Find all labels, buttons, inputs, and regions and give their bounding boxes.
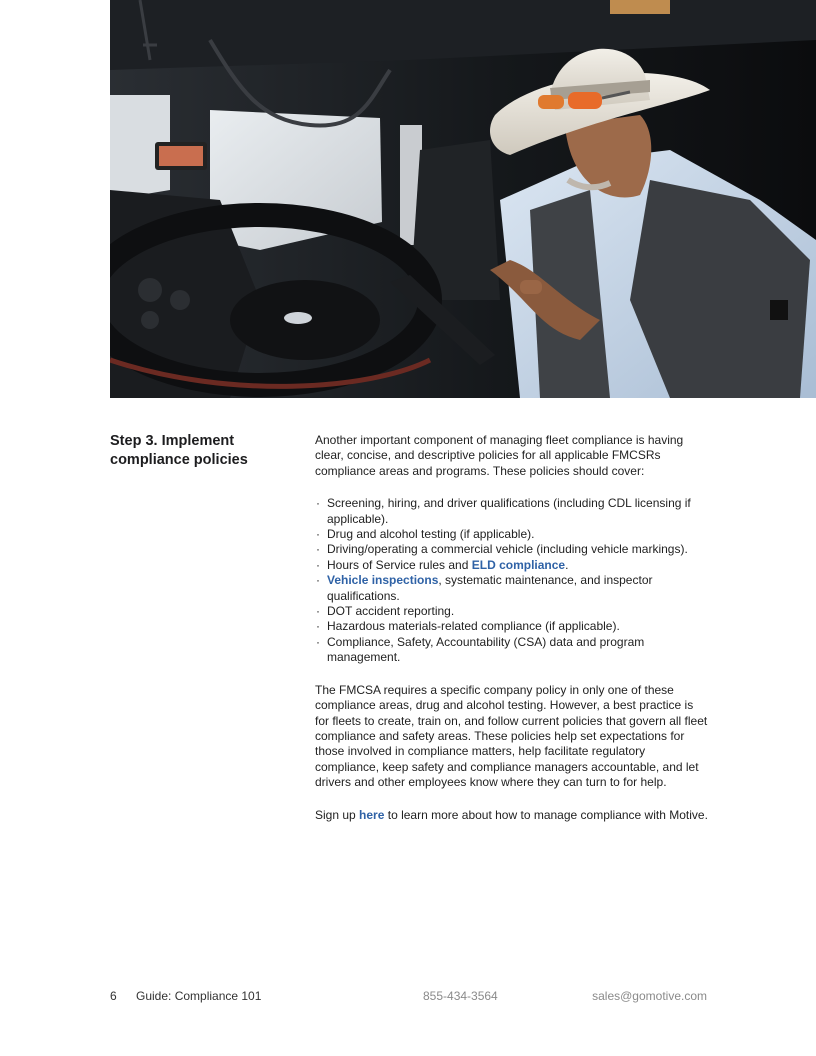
list-item: · Hours of Service rules and ELD compliance. (315, 558, 710, 573)
eld-compliance-link[interactable]: ELD compliance (471, 557, 566, 572)
list-item: · Compliance, Safety, Accountability (CSA) data and program management. (315, 635, 710, 666)
section-heading: Step 3. Implement compliance policies (110, 433, 248, 468)
intro-paragraph: Another important component of managing fleet compliance is having clear, concise, and descriptive policies for all applicable FMCSRs compliance areas and programs. These policies should cover: (315, 433, 684, 478)
policy-list (315, 496, 710, 665)
body-column (315, 433, 710, 823)
signup-here-link[interactable]: here (359, 807, 385, 822)
truck-driver-photo (110, 0, 816, 398)
list-item: · DOT accident reporting. (315, 604, 710, 619)
phone-number: 855-434-3564 (423, 989, 498, 1003)
list-item: · Hazardous materials-related compliance (if applicable). (315, 619, 710, 634)
email-address: sales@gomotive.com (592, 989, 707, 1003)
hero-photo (110, 0, 816, 398)
vehicle-inspections-link[interactable]: Vehicle inspections (327, 573, 439, 588)
list-item: · Screening, hiring, and driver qualifications (including CDL licensing if applicable). (315, 496, 710, 527)
guide-title: Guide: Compliance 101 (136, 989, 262, 1003)
signup-paragraph: Sign up here to learn more about how to manage compliance with Motive. (315, 807, 708, 822)
list-item: · Driving/operating a commercial vehicle (including vehicle markings). (315, 542, 710, 557)
page-number: 6 (110, 989, 117, 1003)
fmcsa-paragraph: The FMCSA requires a specific company policy in only one of these compliance areas, drug and alcohol testing. However, a best practice is for fleets to create, train on, and follow current policies that govern all fleet compliance and safety areas. These policies help set expectations for those involved in compliance matters, help facilitate regulatory compliance, keep safety and compliance managers accountable, and let drivers and other employees know where they can turn to for help. (315, 682, 708, 790)
list-item: · Drug and alcohol testing (if applicable). (315, 527, 710, 542)
list-item: · Vehicle inspections, systematic maintenance, and inspector qualifications. (315, 573, 710, 604)
